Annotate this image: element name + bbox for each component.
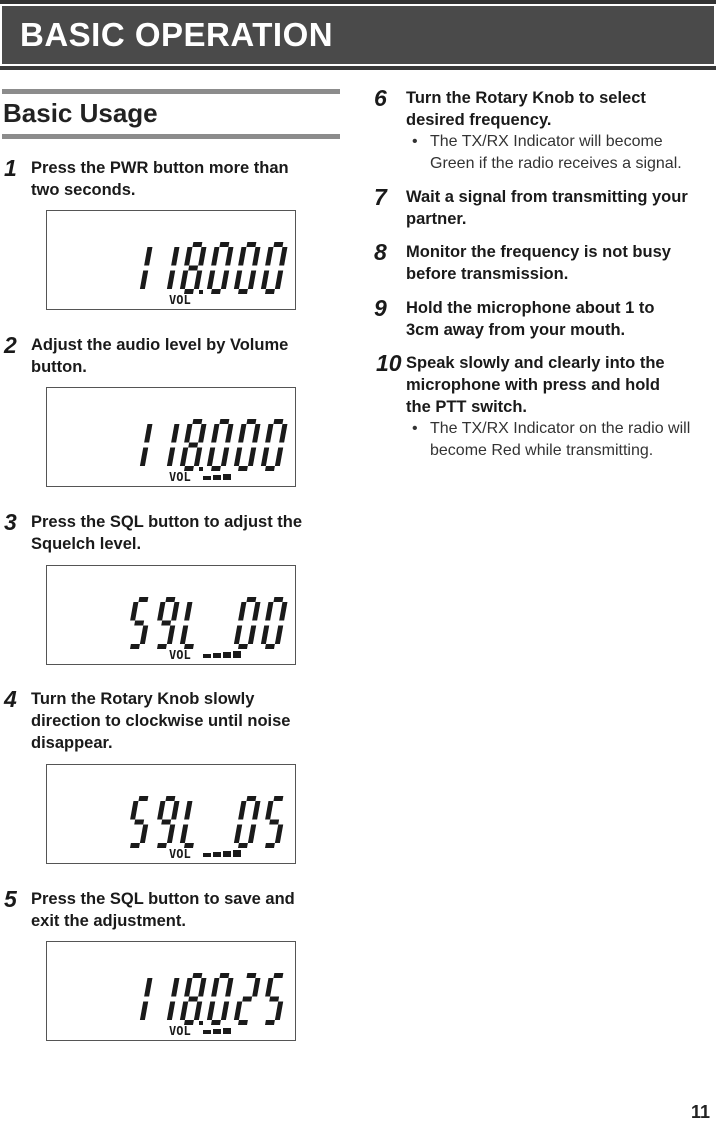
- section-bottom-rule: [2, 134, 340, 139]
- lcd-digit: [261, 242, 288, 294]
- step-number: 10: [376, 350, 402, 376]
- step-number: 8: [374, 239, 387, 265]
- step-text-line: Speak slowly and clearly into the: [406, 354, 665, 372]
- step-text-line: direction to clockwise until noise: [31, 712, 291, 730]
- lcd-digit: [157, 597, 179, 649]
- lcd-digit: [167, 424, 180, 466]
- lcd-digit: [234, 973, 261, 1025]
- lcd-digit: [167, 247, 180, 289]
- step-text-line: Hold the microphone about 1 to: [406, 299, 655, 317]
- step-text-line: the PTT switch.: [406, 398, 528, 416]
- step-text-line: before transmission.: [406, 265, 569, 283]
- step-text-line: Press the SQL button to save and: [31, 890, 295, 908]
- lcd-digit: [234, 242, 261, 294]
- banner-bottom-rule: [0, 66, 716, 70]
- lcd-digit: [130, 597, 148, 649]
- lcd-vol-indicator: VOL: [169, 847, 191, 861]
- lcd-digit: [207, 973, 234, 1025]
- lcd-vol-indicator: VOL: [169, 648, 191, 662]
- lcd-digit: [180, 419, 207, 471]
- note-line: Green if the radio receives a signal.: [430, 155, 682, 172]
- lcd-digit: [234, 796, 261, 848]
- step-text-line: Wait a signal from transmitting your: [406, 188, 688, 206]
- lcd-display-step-2: [46, 387, 296, 487]
- step-number: 6: [374, 85, 387, 111]
- lcd-digit: [180, 602, 194, 649]
- lcd-display-step-4: [46, 764, 296, 864]
- lcd-decimal-point: [199, 467, 203, 471]
- step-text-line: two seconds.: [31, 181, 136, 199]
- note-line: The TX/RX Indicator on the radio will: [430, 420, 691, 437]
- lcd-decimal-point: [199, 290, 203, 294]
- lcd-screen: [47, 211, 297, 311]
- lcd-display-step-3: [46, 565, 296, 665]
- lcd-screen: [47, 765, 297, 865]
- lcd-volume-bar: [223, 474, 231, 480]
- lcd-volume-bar: [213, 653, 221, 658]
- step-number: 7: [374, 184, 387, 210]
- lcd-digit: [261, 597, 288, 649]
- step-text-line: desired frequency.: [406, 111, 552, 129]
- lcd-digit: [265, 973, 283, 1025]
- lcd-volume-bar: [203, 1030, 211, 1034]
- section-top-rule: [2, 89, 340, 94]
- step-text-line: Monitor the frequency is not busy: [406, 243, 671, 261]
- lcd-digit: [157, 796, 179, 848]
- lcd-display-step-1: [46, 210, 296, 310]
- chapter-title: BASIC OPERATION: [20, 16, 334, 53]
- lcd-digit: [207, 419, 234, 471]
- step-text-line: Squelch level.: [31, 535, 142, 553]
- step-number: 9: [374, 295, 387, 321]
- lcd-digit: [261, 419, 288, 471]
- step-text-line: microphone with press and hold: [406, 376, 660, 394]
- lcd-digit: [207, 242, 234, 294]
- lcd-digit: [140, 978, 153, 1020]
- lcd-volume-bar: [213, 475, 221, 480]
- step-text-line: Press the SQL button to adjust the: [31, 513, 303, 531]
- bullet-marker: •: [412, 133, 418, 150]
- step-text-line: exit the adjustment.: [31, 912, 186, 930]
- page-number: 11: [690, 1102, 710, 1122]
- step-number: 3: [4, 509, 17, 535]
- lcd-digit: [130, 796, 148, 848]
- lcd-digit: [180, 973, 207, 1025]
- lcd-volume-bar: [223, 652, 231, 658]
- lcd-volume-bar: [223, 851, 231, 857]
- lcd-digit: [167, 978, 180, 1020]
- section-title: Basic Usage: [3, 98, 158, 128]
- lcd-digit: [234, 419, 261, 471]
- note-line: The TX/RX Indicator will become: [430, 133, 663, 150]
- lcd-volume-bar: [233, 651, 241, 658]
- lcd-screen: [47, 566, 297, 666]
- note-line: become Red while transmitting.: [430, 442, 654, 459]
- lcd-digit: [234, 597, 261, 649]
- lcd-volume-bar: [223, 1028, 231, 1034]
- step-text-line: partner.: [406, 210, 467, 228]
- lcd-digit: [180, 801, 194, 848]
- step-text-line: Press the PWR button more than: [31, 159, 289, 177]
- step-number: 5: [4, 886, 17, 912]
- lcd-digit: [140, 424, 153, 466]
- step-text-line: 3cm away from your mouth.: [406, 321, 626, 339]
- lcd-vol-indicator: VOL: [169, 293, 191, 307]
- bullet-marker: •: [412, 420, 418, 437]
- step-text-line: button.: [31, 358, 87, 376]
- lcd-screen: [47, 388, 297, 488]
- step-text-line: Turn the Rotary Knob to select: [406, 89, 646, 107]
- step-text-line: Turn the Rotary Knob slowly: [31, 690, 255, 708]
- lcd-display-step-5: [46, 941, 296, 1041]
- lcd-screen: [47, 942, 297, 1042]
- lcd-vol-indicator: VOL: [169, 470, 191, 484]
- banner-top-rule: [0, 0, 716, 4]
- lcd-volume-bar: [203, 654, 211, 658]
- lcd-digit: [140, 247, 153, 289]
- step-note: [412, 131, 712, 175]
- lcd-volume-bar: [213, 1029, 221, 1034]
- step-number: 1: [4, 155, 17, 181]
- lcd-volume-bar: [203, 476, 211, 480]
- lcd-volume-bar: [203, 853, 211, 857]
- lcd-vol-indicator: VOL: [169, 1024, 191, 1038]
- step-number: 4: [4, 686, 17, 712]
- step-number: 2: [4, 332, 17, 358]
- lcd-digit: [180, 242, 207, 294]
- chapter-banner: [0, 0, 716, 70]
- lcd-digit: [265, 796, 283, 848]
- step-text-line: Adjust the audio level by Volume: [31, 336, 289, 354]
- step-note: [412, 418, 712, 462]
- lcd-volume-bar: [213, 852, 221, 857]
- lcd-volume-bar: [233, 850, 241, 857]
- step-text-line: disappear.: [31, 734, 113, 752]
- lcd-decimal-point: [199, 1021, 203, 1025]
